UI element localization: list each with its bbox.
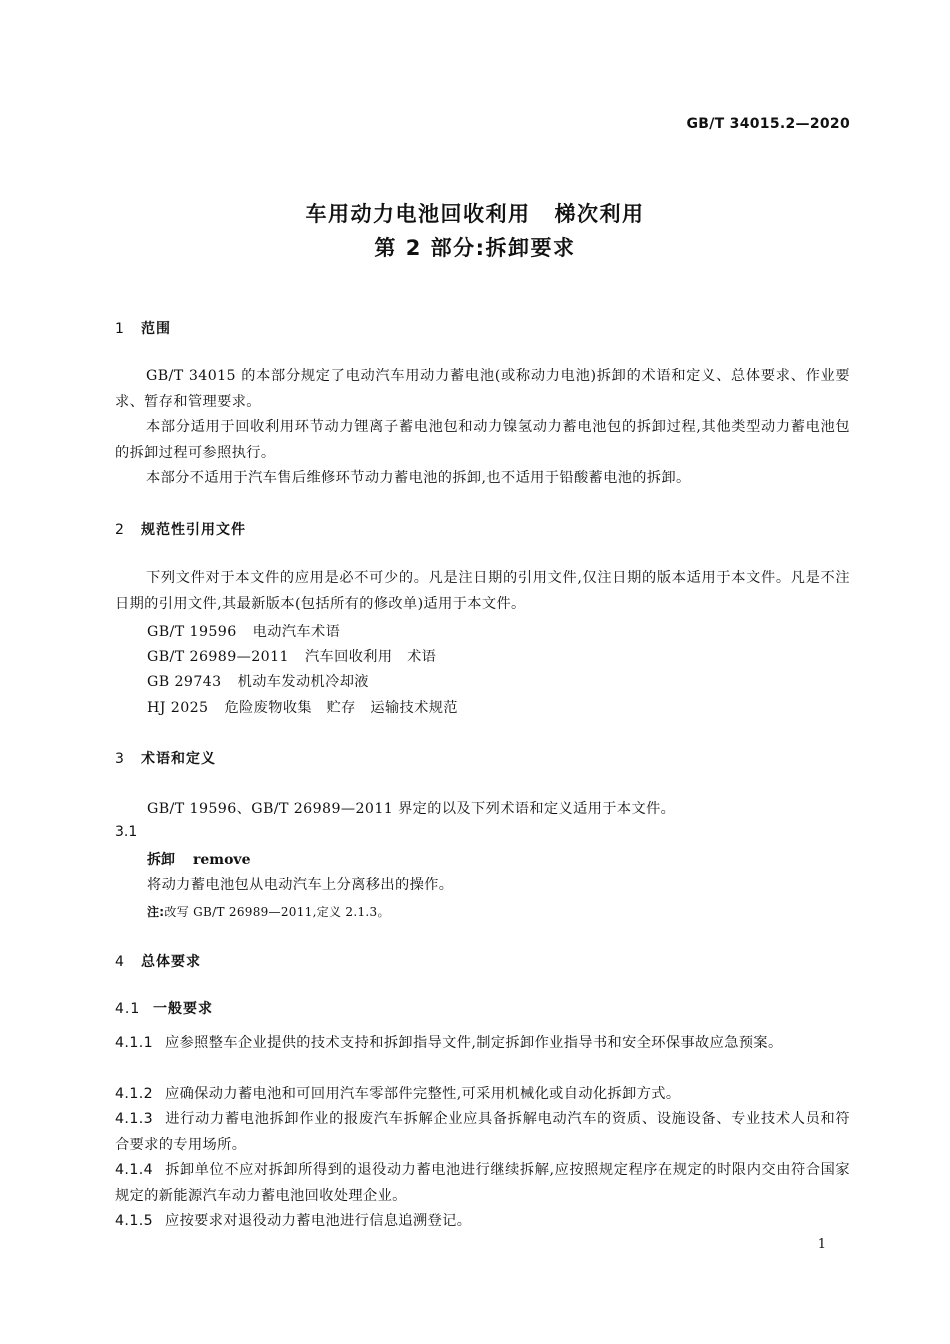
reference-title: 汽车回收利用 术语 [304, 649, 437, 665]
section-title: 规范性引用文件 [141, 522, 246, 538]
paragraph: GB/T 34015 的本部分规定了电动汽车用动力蓄电池(或称动力电池)拆卸的术语和定义、总体要求、作业要求、暂存和管理要求。 [115, 368, 850, 410]
reference-code: GB/T 26989—2011 [147, 649, 289, 665]
document-title-line2: 第 2 部分:拆卸要求 [374, 236, 576, 260]
subsection-heading [115, 998, 213, 1018]
note-text: 改写 GB/T 26989—2011,定义 2.1.3。 [164, 905, 390, 919]
clause [115, 1030, 850, 1056]
section-number: 3 [115, 751, 125, 767]
reference-code: GB 29743 [147, 674, 222, 690]
reference-item [147, 671, 369, 691]
page-number: 1 [817, 1237, 826, 1252]
section-title: 范围 [141, 321, 171, 337]
reference-code: HJ 2025 [147, 700, 209, 716]
standard-code: GB/T 34015.2—2020 [686, 116, 850, 132]
reference-title: 电动汽车术语 [252, 624, 341, 640]
section-number: 4 [115, 954, 125, 970]
section-number: 2 [115, 522, 125, 538]
term-note [147, 903, 390, 920]
paragraph: 本部分适用于回收利用环节动力锂离子蓄电池包和动力镍氢动力蓄电池包的拆卸过程,其他类型动力蓄电池包的拆卸过程可参照执行。 [115, 419, 850, 461]
clause [115, 1157, 850, 1209]
clause [115, 1208, 850, 1234]
term-chinese: 拆卸 [147, 852, 175, 868]
reference-title: 机动车发动机冷却液 [237, 674, 369, 690]
clause-number: 4.1.4 [115, 1162, 154, 1178]
section-heading-scope [115, 318, 171, 338]
section-heading-normative-references [115, 519, 246, 539]
clause-number: 4.1.3 [115, 1111, 154, 1127]
clause-text: 应确保动力蓄电池和可回用汽车零部件完整性,可采用机械化或自动化拆卸方式。 [165, 1086, 681, 1102]
section-heading-terms [115, 748, 216, 768]
section-title: 术语和定义 [141, 751, 216, 767]
paragraph: GB/T 19596、GB/T 26989—2011 界定的以及下列术语和定义适用于本文件。 [147, 801, 676, 817]
term [147, 849, 250, 869]
note-label: 注: [147, 905, 165, 919]
clause [115, 1081, 850, 1107]
reference-item [147, 646, 436, 666]
document-title-line1 [0, 198, 950, 228]
reference-item [147, 621, 340, 641]
reference-code: GB/T 19596 [147, 624, 237, 640]
paragraph: 下列文件对于本文件的应用是必不可少的。凡是注日期的引用文件,仅注日期的版本适用于本文件。凡是不注日期的引用文件,其最新版本(包括所有的修改单)适用于本文件。 [115, 570, 850, 612]
clause-text: 应按要求对退役动力蓄电池进行信息追溯登记。 [165, 1213, 472, 1229]
clause-number: 4.1.2 [115, 1086, 154, 1102]
term-definition: 将动力蓄电池包从电动汽车上分离移出的操作。 [147, 877, 454, 893]
clause-number: 4.1.5 [115, 1213, 154, 1229]
section-heading-general-requirements [115, 951, 201, 971]
clause [115, 1106, 850, 1158]
subsection-number: 4.1 [115, 1001, 141, 1017]
paragraph: 本部分不适用于汽车售后维修环节动力蓄电池的拆卸,也不适用于铅酸蓄电池的拆卸。 [146, 470, 691, 486]
term-entry-number: 3.1 [115, 824, 138, 840]
reference-item [147, 697, 458, 717]
title-part2: 梯次利用 [554, 202, 645, 226]
clause-text: 应参照整车企业提供的技术支持和拆卸指导文件,制定拆卸作业指导书和安全环保事故应急预案。 [165, 1035, 783, 1051]
clause-number: 4.1.1 [115, 1035, 154, 1051]
term-english: remove [193, 852, 251, 868]
section-title: 总体要求 [141, 954, 201, 970]
clause-text: 进行动力蓄电池拆卸作业的报废汽车拆解企业应具备拆解电动汽车的资质、设施设备、专业技术人员和符合要求的专用场所。 [115, 1111, 850, 1153]
title-part1: 车用动力电池回收利用 [305, 202, 531, 226]
section-number: 1 [115, 321, 125, 337]
subsection-title: 一般要求 [153, 1001, 213, 1017]
clause-text: 拆卸单位不应对拆卸所得到的退役动力蓄电池进行继续拆解,应按照规定程序在规定的时限内交由符合国家规定的新能源汽车动力蓄电池回收处理企业。 [115, 1162, 850, 1204]
reference-title: 危险废物收集 贮存 运输技术规范 [224, 700, 458, 716]
